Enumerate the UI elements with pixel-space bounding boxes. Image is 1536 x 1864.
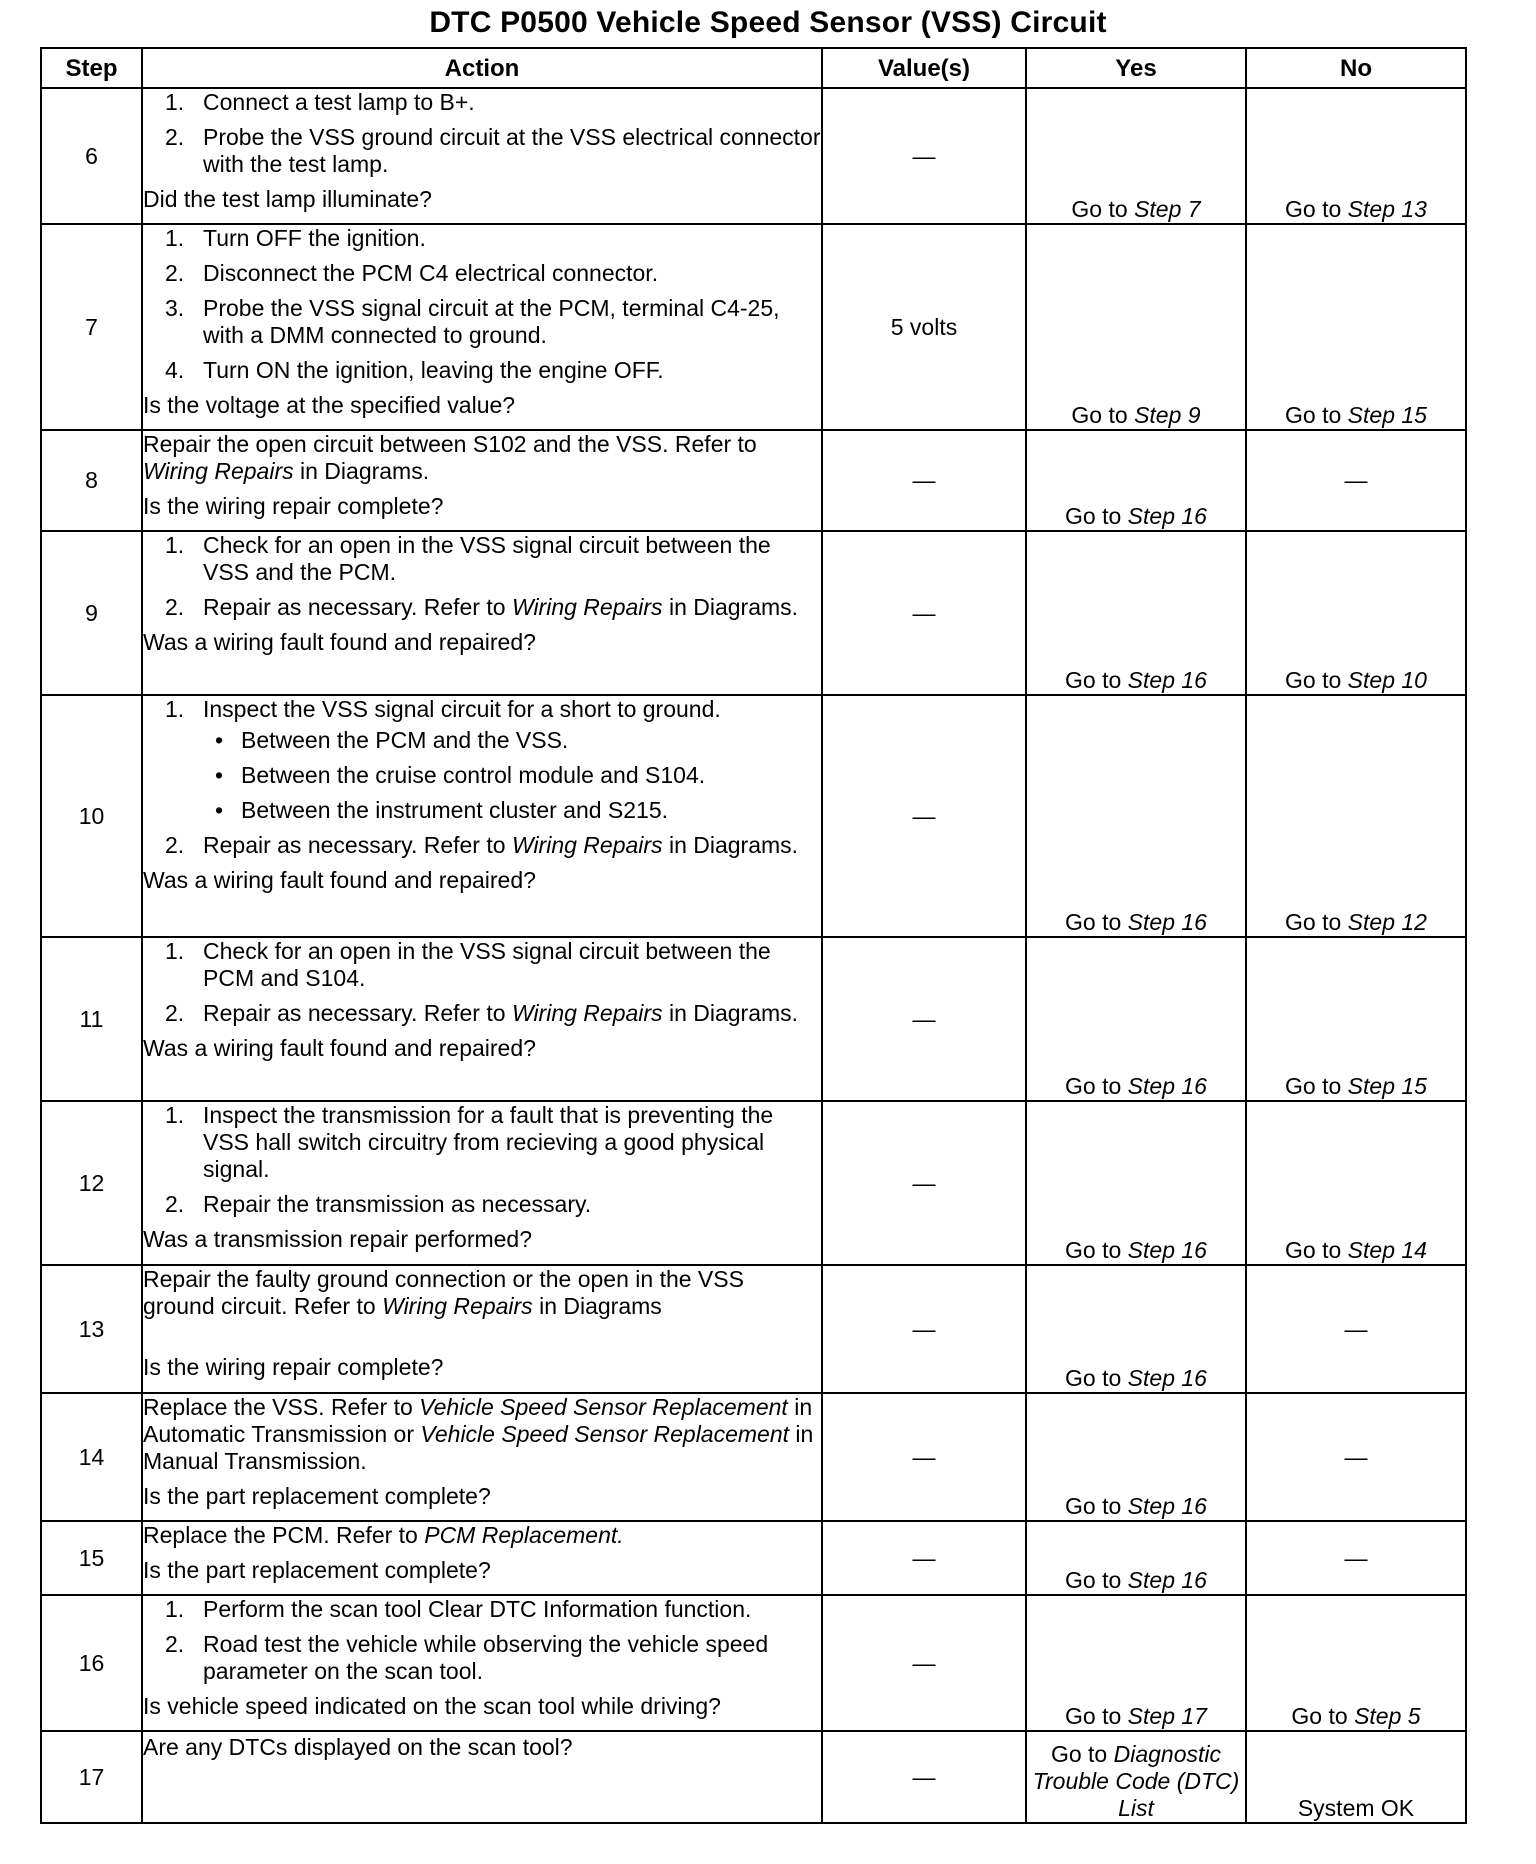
action-cell xyxy=(142,1101,822,1265)
header-no: No xyxy=(1246,48,1466,88)
reference-link[interactable]: Wiring Repairs xyxy=(511,594,663,620)
reference-link[interactable]: Vehicle Speed Sensor Replacement xyxy=(419,1394,788,1420)
no-cell: — xyxy=(1246,430,1466,531)
action-item: 3. Probe the VSS signal circuit at the PCM, terminal C4-25, with a DMM connected to ground. xyxy=(165,295,780,348)
action-item: 2. Probe the VSS ground circuit at the VSS electrical connector with the test lamp. xyxy=(165,124,821,177)
action-item: 2. Repair as necessary. Refer to Wiring Repairs in Diagrams. xyxy=(165,1000,799,1026)
action-cell xyxy=(142,1521,822,1595)
no-link[interactable]: Step 13 xyxy=(1347,196,1427,222)
action-question: Was a wiring fault found and repaired? xyxy=(143,629,536,655)
no-link[interactable]: Step 15 xyxy=(1347,1073,1427,1099)
no-cell: Go to Step 12 xyxy=(1246,695,1466,937)
no-link[interactable]: Step 15 xyxy=(1347,402,1427,428)
yes-link[interactable]: Step 7 xyxy=(1134,196,1201,222)
action-question: Was a wiring fault found and repaired? xyxy=(143,1035,536,1061)
action-item: 1. Perform the scan tool Clear DTC Information function. xyxy=(165,1596,752,1622)
yes-link[interactable]: Step 16 xyxy=(1127,1365,1207,1391)
header-step: Step xyxy=(41,48,142,88)
step-number: 10 xyxy=(41,695,142,937)
action-item: 1. Check for an open in the VSS signal circuit between the PCM and S104. xyxy=(165,938,771,991)
value-cell: — xyxy=(822,937,1026,1101)
no-link[interactable]: Step 10 xyxy=(1347,667,1427,693)
action-question: Is vehicle speed indicated on the scan tool while driving? xyxy=(143,1693,721,1719)
action-cell xyxy=(142,695,822,937)
step-number: 15 xyxy=(41,1521,142,1595)
step-number: 11 xyxy=(41,937,142,1101)
step-number: 16 xyxy=(41,1595,142,1731)
yes-link[interactable]: Step 16 xyxy=(1127,503,1207,529)
step-number: 12 xyxy=(41,1101,142,1265)
yes-cell: Go to Diagnostic Trouble Code (DTC) List xyxy=(1026,1731,1246,1823)
document-title: DTC P0500 Vehicle Speed Sensor (VSS) Circuit xyxy=(429,6,1107,39)
no-cell: Go to Step 15 xyxy=(1246,224,1466,430)
value-cell: — xyxy=(822,531,1026,695)
value-cell: — xyxy=(822,1521,1026,1595)
value-cell: — xyxy=(822,1101,1026,1265)
action-text: Replace the PCM. Refer to PCM Replacement. xyxy=(143,1522,624,1548)
step-number: 17 xyxy=(41,1731,142,1823)
action-text: Replace the VSS. Refer to Vehicle Speed Sensor Replacement in Automatic Transmission or Vehicle Speed Sensor Replacement in Manual Transmission. xyxy=(143,1394,814,1474)
table-row xyxy=(41,1265,1466,1393)
yes-link[interactable]: Step 16 xyxy=(1127,667,1207,693)
reference-link[interactable]: Vehicle Speed Sensor Replacement xyxy=(420,1421,790,1447)
no-cell: Go to Step 10 xyxy=(1246,531,1466,695)
reference-link[interactable]: Wiring Repairs xyxy=(382,1293,533,1319)
yes-cell: Go to Step 16 xyxy=(1026,430,1246,531)
table-row xyxy=(41,937,1466,1101)
action-text: Repair the faulty ground connection or the open in the VSS ground circuit. Refer to Wiring Repairs in Diagrams xyxy=(143,1266,744,1319)
value-cell: — xyxy=(822,1393,1026,1521)
action-item: 1. Check for an open in the VSS signal circuit between the VSS and the PCM. xyxy=(165,532,771,585)
action-question: Is the voltage at the specified value? xyxy=(143,392,516,418)
yes-link[interactable]: Step 16 xyxy=(1127,1237,1207,1263)
yes-link[interactable]: Step 16 xyxy=(1127,1567,1207,1593)
table-row xyxy=(41,1731,1466,1823)
no-link[interactable]: Step 5 xyxy=(1354,1703,1421,1729)
no-link[interactable]: Step 12 xyxy=(1347,909,1427,935)
header-values: Value(s) xyxy=(822,48,1026,88)
yes-cell: Go to Step 17 xyxy=(1026,1595,1246,1731)
yes-cell: Go to Step 16 xyxy=(1026,1393,1246,1521)
step-number: 7 xyxy=(41,224,142,430)
table-row xyxy=(41,224,1466,430)
diagnostic-table xyxy=(40,47,1467,1824)
no-cell: System OK xyxy=(1246,1731,1466,1823)
yes-cell: Go to Step 16 xyxy=(1026,1265,1246,1393)
value-cell: — xyxy=(822,88,1026,224)
action-cell xyxy=(142,937,822,1101)
table-row xyxy=(41,531,1466,695)
yes-link[interactable]: Step 16 xyxy=(1127,909,1207,935)
action-item: 1. Turn OFF the ignition. xyxy=(165,225,426,251)
table-row xyxy=(41,1521,1466,1595)
step-number: 6 xyxy=(41,88,142,224)
action-item: 2. Repair as necessary. Refer to Wiring Repairs in Diagrams. xyxy=(165,594,799,620)
table-row xyxy=(41,88,1466,224)
value-cell: — xyxy=(822,1595,1026,1731)
value-cell: — xyxy=(822,695,1026,937)
value-cell: — xyxy=(822,430,1026,531)
action-cell xyxy=(142,1595,822,1731)
header-action: Action xyxy=(142,48,822,88)
yes-cell: Go to Step 16 xyxy=(1026,531,1246,695)
yes-link[interactable]: Step 17 xyxy=(1127,1703,1207,1729)
bullet-item: • Between the PCM and the VSS. xyxy=(215,727,569,753)
no-cell: — xyxy=(1246,1393,1466,1521)
no-cell: — xyxy=(1246,1521,1466,1595)
action-cell xyxy=(142,1731,822,1823)
value-cell: — xyxy=(822,1265,1026,1393)
yes-link[interactable]: Step 16 xyxy=(1127,1493,1207,1519)
value-cell: — xyxy=(822,1731,1026,1823)
bullet-item: • Between the cruise control module and S104. xyxy=(215,762,706,788)
action-cell xyxy=(142,430,822,531)
yes-link[interactable]: Step 16 xyxy=(1127,1073,1207,1099)
yes-cell: Go to Step 16 xyxy=(1026,1521,1246,1595)
header-yes: Yes xyxy=(1026,48,1246,88)
action-item: 1. Inspect the transmission for a fault that is preventing the VSS hall switch circuitry from recieving a good physical signal. xyxy=(165,1102,774,1182)
action-question: Was a wiring fault found and repaired? xyxy=(143,867,536,893)
no-cell: Go to Step 14 xyxy=(1246,1101,1466,1265)
table-row xyxy=(41,1595,1466,1731)
yes-link[interactable]: Diagnostic Trouble Code (DTC) List xyxy=(1032,1741,1240,1821)
action-cell xyxy=(142,88,822,224)
yes-cell: Go to Step 16 xyxy=(1026,695,1246,937)
action-cell xyxy=(142,531,822,695)
no-cell: Go to Step 13 xyxy=(1246,88,1466,224)
action-item: 2. Road test the vehicle while observing the vehicle speed parameter on the scan tool. xyxy=(165,1631,769,1684)
step-number: 13 xyxy=(41,1265,142,1393)
reference-link[interactable]: PCM Replacement. xyxy=(424,1522,624,1548)
table-row xyxy=(41,695,1466,937)
table-row xyxy=(41,1393,1466,1521)
reference-link[interactable]: Wiring Repairs xyxy=(511,832,663,858)
yes-cell: Go to Step 16 xyxy=(1026,1101,1246,1265)
no-link[interactable]: Step 14 xyxy=(1347,1237,1427,1263)
table-header-row xyxy=(41,48,1466,88)
value-cell: 5 volts xyxy=(822,224,1026,430)
action-item: 4. Turn ON the ignition, leaving the engine OFF. xyxy=(165,357,664,383)
action-item: 2. Disconnect the PCM C4 electrical connector. xyxy=(165,260,659,286)
table-row xyxy=(41,430,1466,531)
action-item: 1. Inspect the VSS signal circuit for a short to ground. • Between the PCM and the VSS. • Between the cruise control module and S104. • Between the instrument cluster and S215. xyxy=(143,696,821,824)
no-cell: Go to Step 15 xyxy=(1246,937,1466,1101)
yes-cell: Go to Step 7 xyxy=(1026,88,1246,224)
yes-cell: Go to Step 16 xyxy=(1026,937,1246,1101)
action-question: Are any DTCs displayed on the scan tool? xyxy=(143,1734,573,1760)
table-row xyxy=(41,1101,1466,1265)
step-number: 9 xyxy=(41,531,142,695)
action-cell xyxy=(142,224,822,430)
action-item: 2. Repair as necessary. Refer to Wiring Repairs in Diagrams. xyxy=(165,832,799,858)
yes-link[interactable]: Step 9 xyxy=(1134,402,1201,428)
action-question: Was a transmission repair performed? xyxy=(143,1226,533,1252)
action-cell xyxy=(142,1393,822,1521)
action-question: Did the test lamp illuminate? xyxy=(143,186,432,212)
bullet-item: • Between the instrument cluster and S215. xyxy=(215,797,669,823)
no-cell: Go to Step 5 xyxy=(1246,1595,1466,1731)
action-question: Is the part replacement complete? xyxy=(143,1557,491,1583)
step-number: 8 xyxy=(41,430,142,531)
action-question: Is the wiring repair complete? xyxy=(143,1354,444,1380)
action-question: Is the part replacement complete? xyxy=(143,1483,491,1509)
action-question: Is the wiring repair complete? xyxy=(143,493,444,519)
no-cell: — xyxy=(1246,1265,1466,1393)
action-text: Repair the open circuit between S102 and the VSS. Refer to Wiring Repairs in Diagrams. xyxy=(143,431,757,484)
action-item: 1. Connect a test lamp to B+. xyxy=(165,89,475,115)
step-number: 14 xyxy=(41,1393,142,1521)
action-cell xyxy=(142,1265,822,1393)
action-item: 2. Repair the transmission as necessary. xyxy=(165,1191,592,1217)
reference-link[interactable]: Wiring Repairs xyxy=(511,1000,663,1026)
yes-cell: Go to Step 9 xyxy=(1026,224,1246,430)
reference-link[interactable]: Wiring Repairs xyxy=(143,458,294,484)
